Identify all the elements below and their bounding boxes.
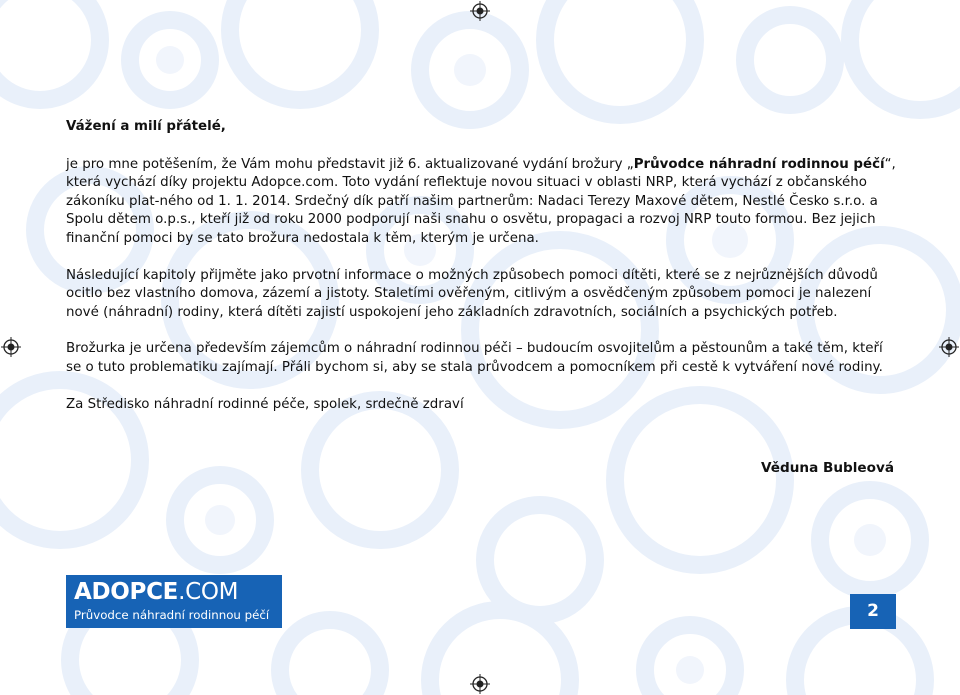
registration-mark-icon (470, 1, 490, 21)
adopce-logo (66, 575, 282, 628)
paragraph-intro-text-1: je pro mne potěšením, že Vám mohu představit již 6. aktualizované vydání brožury „ (66, 156, 634, 172)
paragraph-chapters: Následující kapitoly přijměte jako prvotní informace o možných způsobech pomoci dítěti, které se z nejrůznějších důvodů ocitlo bez vlastního domova, zázemí a jistoty. Staletími ověřeným, citlivým a osvědčeným způsobem pomoci je nalezení nové (náhradní) rodiny, která dítěti zajistí uspokojení jeho základních zdravotních, sociálních a psychických potřeb. (66, 267, 878, 320)
paragraph-audience: Brožurka je určena především zájemcům o náhradní rodinnou péči – budoucím osvojitelům a pěstounům a také těm, kteří se o tuto problematiku zajímají. Přáli bychom si, aby se stala průvodcem a pomocníkem při cestě k vytváření nové rodiny. (66, 341, 883, 375)
signature: Věduna Bubleová (760, 460, 894, 476)
registration-mark-icon (939, 337, 959, 357)
logo-subtitle: Průvodce náhradní rodinnou péčí (74, 608, 270, 622)
letter-body (66, 118, 900, 414)
logo-suffix-text: .COM (178, 579, 239, 605)
registration-mark-icon (470, 674, 490, 694)
brochure-title: Průvodce náhradní rodinnou péčí (633, 156, 885, 172)
greeting: Vážení a milí přátelé, (66, 119, 226, 134)
registration-mark-icon (1, 337, 21, 357)
paragraph-closing: Za Středisko náhradní rodinné péče, spolek, srdečně zdraví (66, 396, 464, 412)
page-number: 2 (850, 594, 896, 629)
paragraph-intro (66, 156, 900, 249)
paragraph-intro-text-2: “, která vychází díky projektu Adopce.com. Toto vydání reflektuje novou situaci v oblasti NRP, která vychází z občanského zákoníku plat-ného od 1. 1. 2014. Srdečný dík patří našim partnerům: Nadaci Terezy Maxové dětem, Nestlé Česko s.r.o. a Spolu dětem o.p.s., kteří již od roku 2000 podporují naši snahu o osvětu, propagaci a rozvoj NRP touto formou. Bez jejich finanční pomoci by se tato brožura nedostala k těm, kterým je určena. (66, 156, 896, 246)
logo-title (74, 579, 238, 605)
logo-main-text: ADOPCE (74, 579, 179, 605)
